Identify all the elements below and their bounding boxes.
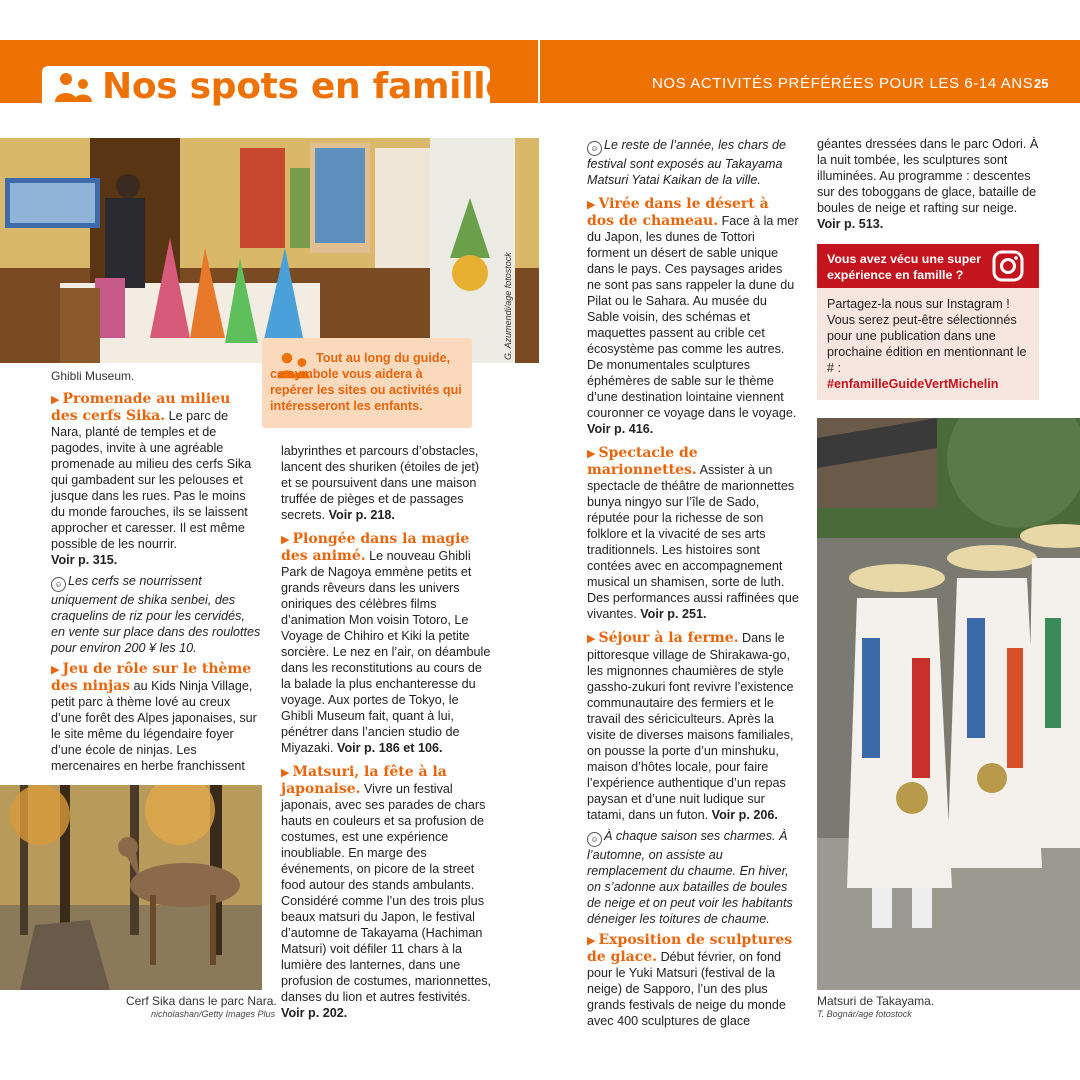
child-face-icon: ☺ xyxy=(51,577,66,592)
section-heading-anime: Plongée dans la magie des animé. xyxy=(281,531,470,564)
section-body-ice-cont: géantes dressées dans le parc Odori. À la nuit tombée, les sculptures sont illuminées. Au programme : descentes sur des toboggans de glace, bataille de boules de neige et rafting sur neige. xyxy=(817,137,1039,215)
section-body-puppets: Assister à un spectacle de théâtre de marionnettes bunya ningyo sur l’île de Sado, réputée pour la richesse de son folklore et la vivacité de ses arts traditionnels. Les histoires sont contées avec en accompagnement musical un shamisen, sorte de luth. Des performances aussi raffinées que vivantes. xyxy=(587,463,799,621)
instagram-body xyxy=(827,296,1033,392)
instagram-hashtag[interactable]: #enfamilleGuideVertMichelin xyxy=(827,377,999,391)
section-heading-matsuri: Matsuri, la fête à la japonaise. xyxy=(281,764,447,797)
instagram-box-header xyxy=(817,244,1039,288)
section-body-ice: Début février, on fond pour le Yuki Matsuri (festival de la neige) de Sapporo, l’un des plus grands festivals de neige du monde avec 400 sculptures de glace xyxy=(587,950,786,1028)
triangle-bullet-icon: ▶ xyxy=(587,448,599,460)
matsuri-photo-credit: T. Bognár/age fotostock xyxy=(817,1009,912,1019)
section-body-anime: Le nouveau Ghibli Park de Nagoya emmène petits et grands rêveurs dans les univers oniriques des célèbres films d’animation Mon voisin Totoro, Le Voyage de Chihiro et Kiki la petite sorcière. Le nez en l’air, on déambule dans les reconstitutions au cours de la balade la plus enchanteresse du voyage. Aux portes de Tokyo, le Ghibli Museum fait, quant à lui, pénétrer dans l’ancien studio de Miyazaki. xyxy=(281,549,491,755)
section-heading-deer: Promenade au milieu des cerfs Sika. xyxy=(51,391,231,424)
instagram-box xyxy=(817,244,1039,400)
column-4 xyxy=(817,136,1039,237)
triangle-bullet-icon: ▶ xyxy=(51,394,63,406)
section-body-desert: Face à la mer du Japon, les dunes de Tottori forment un désert de sable unique dans le pays. Ces paysages arides ne sont pas sans rappeler la dune du Pilat ou le Sahara. Au musée du Sable voisin, des schémas et maquettes passent au crible cet écosystème pas comme les autres. De monumentales sculptures éphémères de sable sur le thème d’une destination lointaine viennent couronner ce voyage dans le voyage. xyxy=(587,214,799,420)
page-ref-anime: Voir p. 186 et 106. xyxy=(336,741,443,755)
page-ref-puppets: Voir p. 251. xyxy=(640,607,707,621)
page-ref-matsuri: Voir p. 202. xyxy=(281,1006,348,1020)
ghibli-photo-credit: G. Azumendi/age fotostock xyxy=(503,252,513,360)
triangle-bullet-icon: ▶ xyxy=(587,935,599,947)
page-title: Nos spots en famille xyxy=(102,66,510,107)
family-symbol-callout xyxy=(262,338,472,428)
deer-photo-caption: Cerf Sika dans le parc Nara. xyxy=(126,994,277,1008)
instagram-heading: Vous avez vécu une super expérience en famille ? xyxy=(827,252,982,282)
triangle-bullet-icon: ▶ xyxy=(51,664,63,676)
sika-deer-photo xyxy=(0,785,262,990)
column-1 xyxy=(51,391,261,779)
column-3 xyxy=(587,137,799,1034)
page-ref-deer: Voir p. 315. xyxy=(51,553,118,567)
family-icon xyxy=(54,72,94,104)
page-ref-ice: Voir p. 513. xyxy=(817,217,884,231)
column-2 xyxy=(281,443,491,1026)
triangle-bullet-icon: ▶ xyxy=(587,199,599,211)
section-heading-puppets: Spectacle de marionnettes. xyxy=(587,445,698,478)
takayama-matsuri-photo xyxy=(817,418,1080,990)
callout-text: Tout au long du guide, ce symbole vous aidera à repérer les sites ou activités qui intéresseront les enfants. xyxy=(270,351,462,413)
instagram-body-text: Partagez-la nous sur Instagram ! Vous serez peut-être sélectionnés pour une publication dans une prochaine édition en mentionnant le # : xyxy=(827,297,1027,375)
section-heading-ice: Exposition de sculptures de glace. xyxy=(587,932,793,965)
section-subtitle: NOS ACTIVITÉS PRÉFÉRÉES POUR LES 6-14 ANS xyxy=(652,75,1034,92)
page-ref-ninja: Voir p. 218. xyxy=(328,508,395,522)
section-body-farm: Dans le pittoresque village de Shirakawa-go, les mignonnes chaumières de style gassho-zukuri font revivre l’existence communautaire des fermiers et le travail des sériciculteurs. Après la visite de diverses maisons familiales, on pousse la porte d’un minshuku, maison d’hôtes locale, pour faire l’expérience authentique d’un repas paysan et d’une nuit ludique sur tatami, dans un futon. xyxy=(587,631,794,822)
section-body-ninja-cont: labyrinthes et parcours d’obstacles, lancent des shuriken (étoiles de jet) et se poursuivent dans une maison truffée de pièges et de passages secrets. xyxy=(281,444,480,522)
child-face-icon: ☺ xyxy=(587,141,602,156)
page-number: 25 xyxy=(1034,76,1049,91)
section-heading-farm: Séjour à la ferme. xyxy=(598,630,739,646)
section-body-ninja: au Kids Ninja Village, petit parc à thème lové au creux d’une forêt des Alpes japonaises, sur le site même du légendaire foyer d’une école de ninjas. Les mercenaires en herbe franchissent xyxy=(51,679,257,773)
page-ref-farm: Voir p. 206. xyxy=(711,808,778,822)
note-farm: À chaque saison ses charmes. À l’automne, on assiste au remplacement du chaume. En hiver, on s’adonne aux batailles de boules de neige et on peut voir les habitants déneiger les toitures de chaume. xyxy=(587,829,793,926)
triangle-bullet-icon: ▶ xyxy=(281,767,293,779)
ghibli-photo-caption: Ghibli Museum. xyxy=(51,369,135,383)
note-matsuri: Le reste de l’année, les chars de festival sont exposés au Takayama Matsuri Yatai Kaikan de la ville. xyxy=(587,138,787,187)
matsuri-photo-caption: Matsuri de Takayama. xyxy=(817,994,935,1008)
child-face-icon: ☺ xyxy=(587,832,602,847)
instagram-icon[interactable] xyxy=(992,250,1024,282)
page-ref-desert: Voir p. 416. xyxy=(587,422,654,436)
note-deer: Les cerfs se nourrissent uniquement de shika senbei, des craquelins de riz pour les cervidés, en vente sur place dans des roulottes pour environ 200 ¥ les 10. xyxy=(51,574,261,655)
page-divider xyxy=(538,40,540,103)
triangle-bullet-icon: ▶ xyxy=(281,534,293,546)
section-heading-ninja: Jeu de rôle sur le thème des ninjas xyxy=(51,661,252,694)
section-heading-desert: Virée dans le désert à dos de chameau. xyxy=(587,196,769,229)
triangle-bullet-icon: ▶ xyxy=(587,633,599,645)
deer-photo-credit: nicholashan/Getty Images Plus xyxy=(151,1009,276,1019)
section-body-matsuri: Vivre un festival japonais, avec ses parades de chars hauts en couleurs et sa profusion de costumes, est une expérience inoubliable. En marge des événements, on picore de la street food autour des stands ambulants. Considéré comme l’un des trois plus beaux matsuri du Japon, le festival d’automne de Takayama (Hachiman Matsuri) voit défiler 11 chars à la lumière des lanternes, dans une profusion de costumes, marionnettes, danses du lion et autres festivités. xyxy=(281,782,492,1004)
ghibli-museum-photo xyxy=(0,138,539,363)
section-body-deer: Le parc de Nara, planté de temples et de pagodes, invite à une agréable promenade au milieu des cerfs Sika qui gambadent sur les pelouses et jusque dans les rues. Pas le moins du monde farouches, ils se laissent approcher et caresser. Il est même possible de les nourrir. xyxy=(51,409,252,551)
